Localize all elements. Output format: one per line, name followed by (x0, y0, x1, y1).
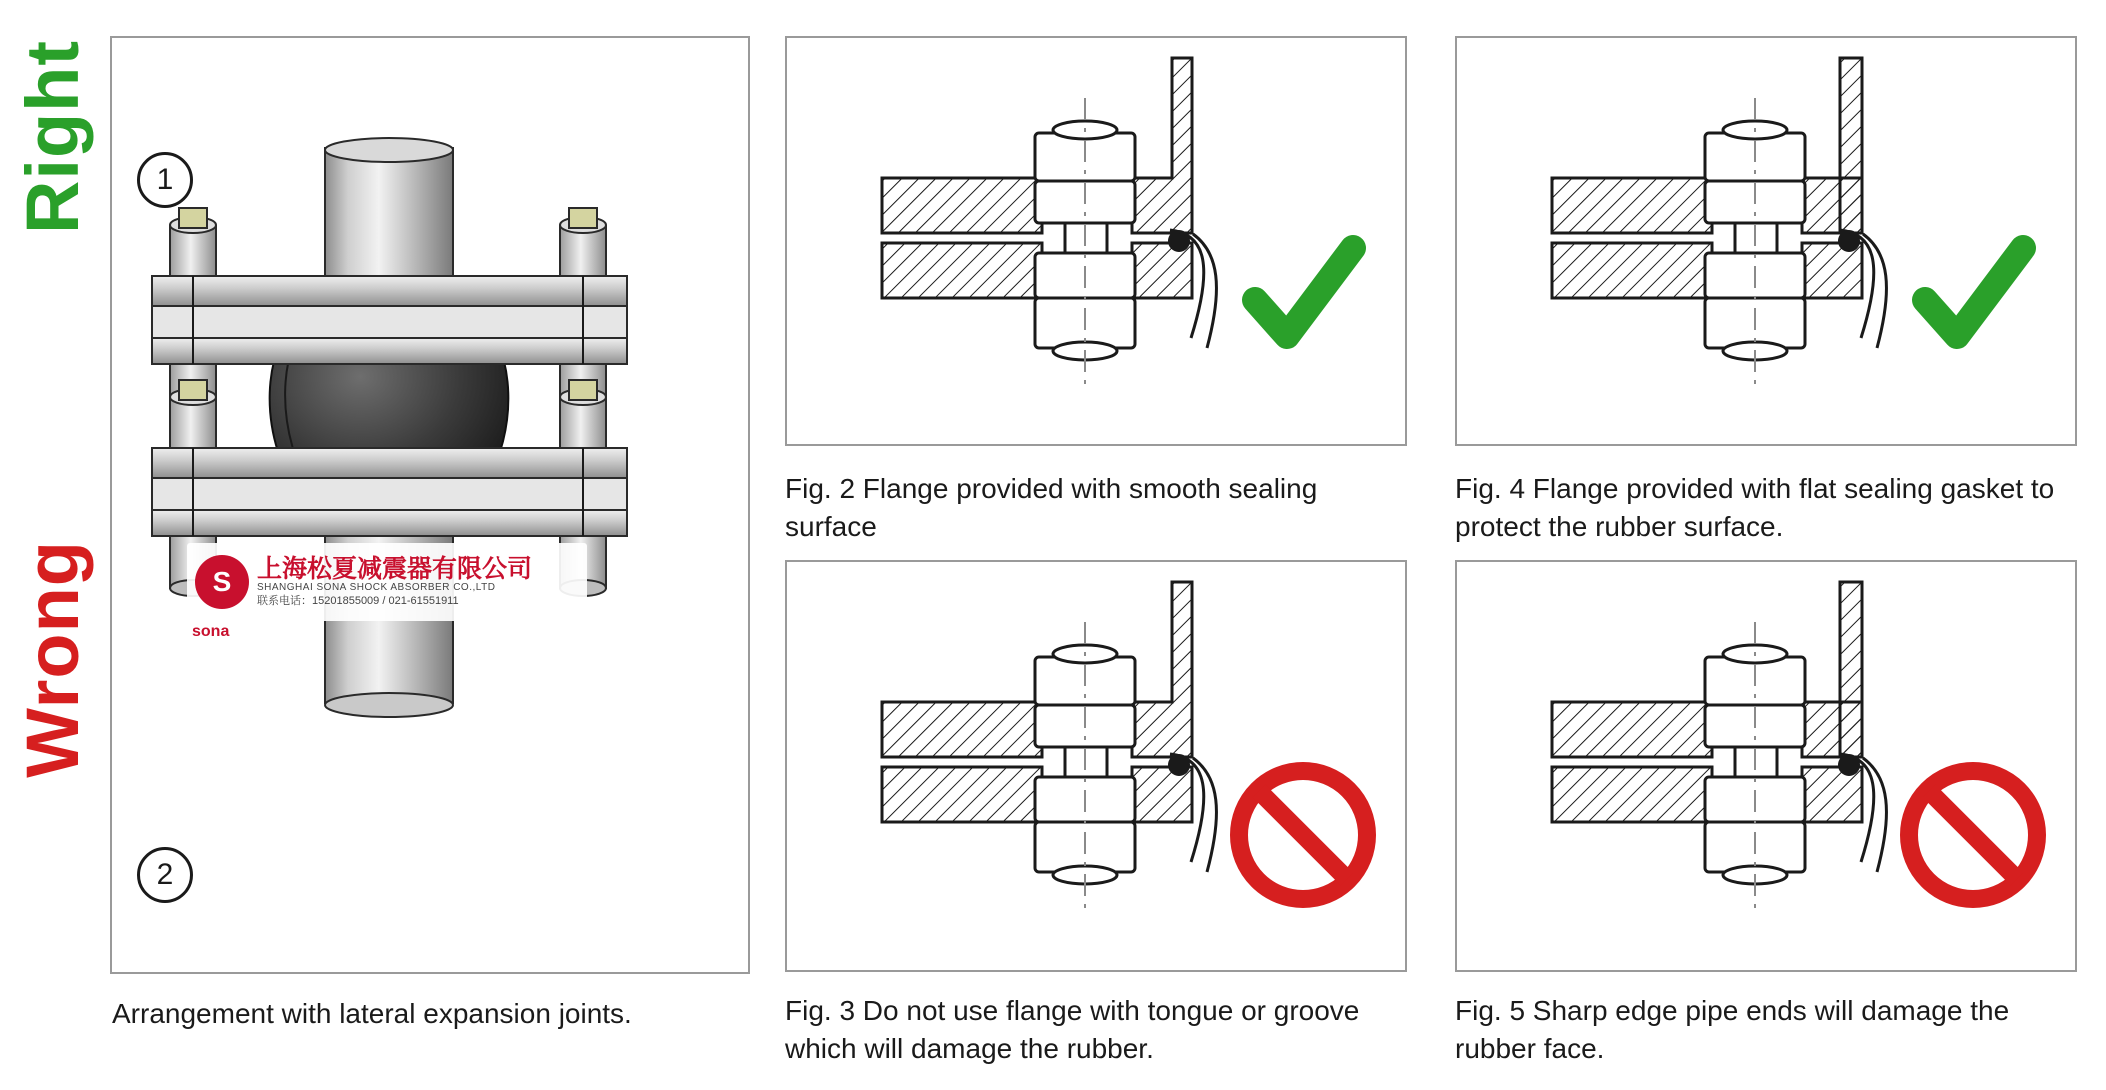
panel-fig4 (1455, 36, 2077, 446)
fig4-drawing (1457, 38, 2075, 444)
brand-watermark (187, 543, 587, 621)
fig2-drawing (787, 38, 1405, 444)
label-right: Right (11, 40, 94, 235)
check-mark-icon (1255, 248, 1353, 336)
fig5-drawing (1457, 562, 2075, 970)
prohibition-icon (1909, 771, 2037, 899)
brand-name-cn: 上海松夏减震器有限公司 (257, 555, 533, 584)
caption-fig2: Fig. 2 Flange provided with smooth sealing surface (785, 473, 1318, 542)
fig3-drawing (787, 562, 1405, 970)
caption-fig5: Fig. 5 Sharp edge pipe ends will damage the rubber face. (1455, 995, 2010, 1064)
brand-text-block (257, 556, 532, 607)
caption-main-assembly: Arrangement with lateral expansion joints. (112, 998, 632, 1029)
caption-fig4: Fig. 4 Flange provided with flat sealing gasket to protect the rubber surface. (1455, 473, 2055, 542)
callout-bubble-2-label: 2 (156, 858, 174, 891)
caption-fig3: Fig. 3 Do not use flange with tongue or groove which will damage the rubber. (785, 995, 1360, 1064)
panel-fig2 (785, 36, 1407, 446)
panel-fig3 (785, 560, 1407, 972)
callout-bubble-2 (137, 847, 193, 903)
brand-name-en: SHANGHAI SONA SHOCK ABSORBER CO.,LTD (257, 581, 496, 593)
check-mark-icon (1925, 248, 2023, 336)
brand-contact: 联系电话：15201855009 / 021-61551911 (257, 595, 459, 608)
brand-wordmark: sona (192, 623, 230, 640)
label-wrong: Wrong (11, 540, 94, 778)
expansion-joint-drawing (112, 38, 748, 972)
callout-bubble-1 (137, 152, 193, 208)
panel-main-assembly (110, 36, 750, 974)
panel-fig5 (1455, 560, 2077, 972)
sona-logo-icon: S (195, 555, 249, 609)
prohibition-icon (1239, 771, 1367, 899)
callout-bubble-1-label: 1 (156, 163, 174, 196)
